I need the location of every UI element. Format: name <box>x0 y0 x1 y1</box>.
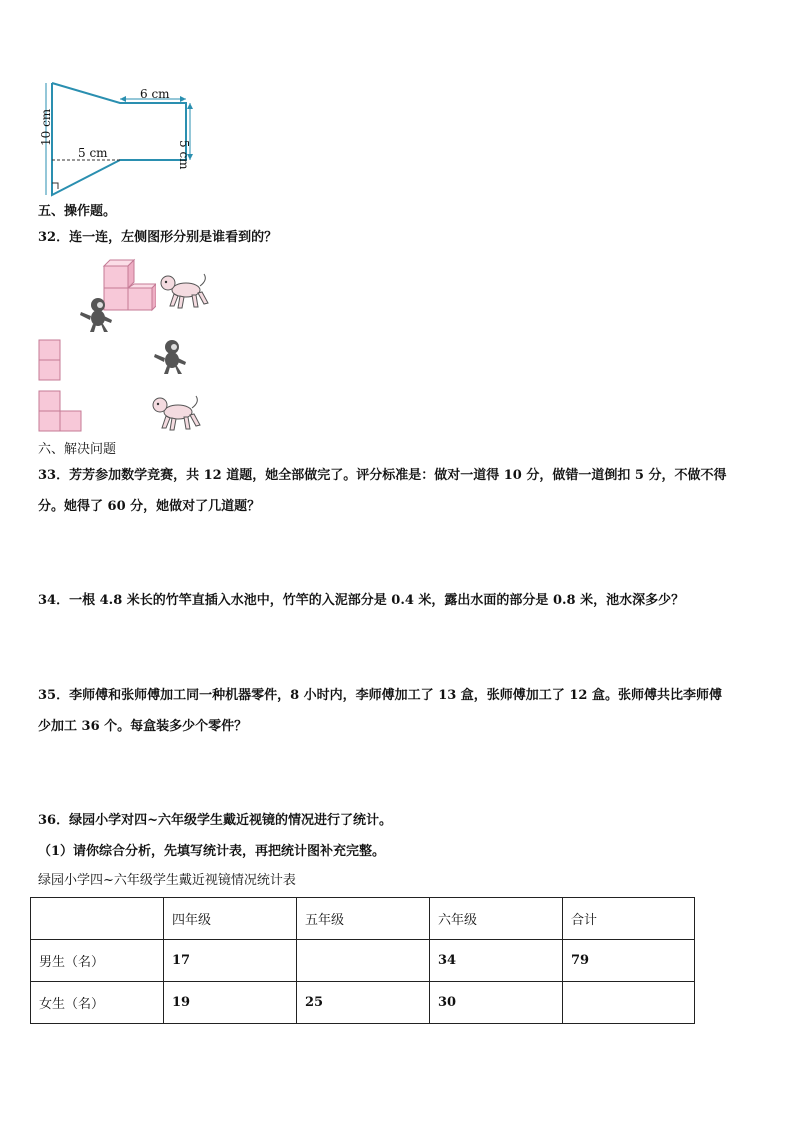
question-34: 34．一根 4.8 米长的竹竿直插入水池中，竹竿的入泥部分是 0.4 米，露出水面的部分是 0.8 米，池水深多少？ <box>38 593 685 608</box>
label-5cm-inner: 5 cm <box>78 146 108 160</box>
side-view-figure <box>38 390 84 434</box>
table-cell[interactable]: 79 <box>563 940 695 982</box>
dog-icon <box>158 272 210 310</box>
question-33-line2: 分。她得了 60 分，她做对了几道题？ <box>38 499 261 514</box>
table-cell[interactable]: 25 <box>297 982 430 1024</box>
question-35-line1: 35．李师傅和张师傅加工同一种机器零件，8 小时内，李师傅加工了 13 盒，张师傅加工了 12 盒。张师傅共比李师傅 <box>38 688 722 703</box>
table-header-cell <box>31 898 164 940</box>
table-header-cell: 六年级 <box>430 898 563 940</box>
table-cell[interactable] <box>297 940 430 982</box>
question-33-line1: 33．芳芳参加数学竞赛，共 12 道题，她全部做完了。评分标准是：做对一道得 10 分，做错一道倒扣 5 分，不做不得 <box>38 468 727 483</box>
table-cell[interactable]: 34 <box>430 940 563 982</box>
question-36-sub1: （1）请你综合分析，先填写统计表，再把统计图补充完整。 <box>38 844 386 859</box>
table-header-cell: 四年级 <box>164 898 297 940</box>
table-cell[interactable]: 19 <box>164 982 297 1024</box>
stats-table <box>30 897 695 1024</box>
section-title-5: 五、操作题。 <box>38 204 117 219</box>
monkey-icon <box>78 296 114 334</box>
table-row-label: 女生（名） <box>31 982 164 1024</box>
table-row-label: 男生（名） <box>31 940 164 982</box>
label-10cm: 10 cm <box>39 108 53 146</box>
table-cell[interactable] <box>563 982 695 1024</box>
table-header-row <box>31 898 695 940</box>
front-view-figure <box>38 339 62 383</box>
label-5cm-right: 5 cm <box>177 140 191 170</box>
question-32: 32．连一连，左侧图形分别是谁看到的？ <box>38 230 278 245</box>
dog-icon <box>150 394 202 432</box>
table-row <box>31 982 695 1024</box>
label-6cm: 6 cm <box>140 87 170 101</box>
monkey-icon <box>152 338 188 376</box>
question-36: 36．绿园小学对四~六年级学生戴近视镜的情况进行了统计。 <box>38 813 392 828</box>
table-cell[interactable]: 17 <box>164 940 297 982</box>
table-header-cell: 五年级 <box>297 898 430 940</box>
table-cell[interactable]: 30 <box>430 982 563 1024</box>
table-title: 绿园小学四~六年级学生戴近视镜情况统计表 <box>38 873 296 888</box>
table-header-cell: 合计 <box>563 898 695 940</box>
table-row <box>31 940 695 982</box>
question-35-line2: 少加工 36 个。每盒装多少个零件？ <box>38 719 248 734</box>
section-title-6: 六、解决问题 <box>38 442 117 457</box>
